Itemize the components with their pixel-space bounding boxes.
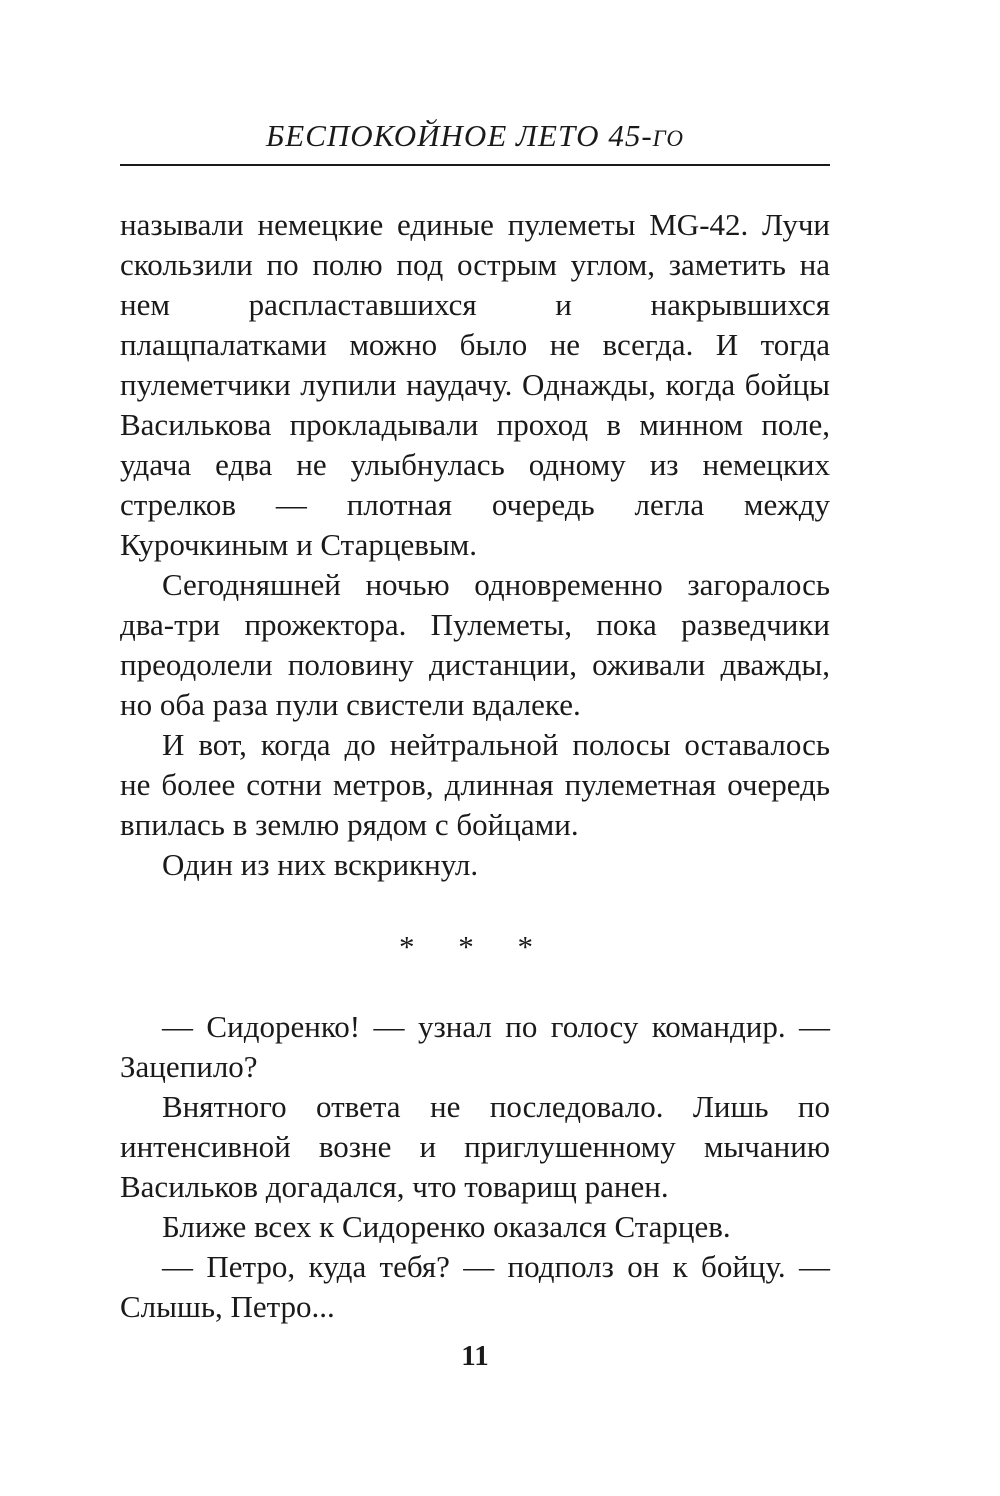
paragraph: Внятного ответа не последовало. Лишь по интенсивной возне и приглушенному мычанию Васильков догадался, что товарищ ранен. xyxy=(120,1089,830,1204)
running-head xyxy=(120,116,830,159)
running-head-title-suffix: ГО xyxy=(652,126,685,151)
paragraph: — Сидоренко! — узнал по голосу командир. — Зацепило? xyxy=(120,1009,830,1084)
paragraph-continued: называли немецкие единые пулеметы MG-42. Лучи скользили по полю под острым углом, заметить на нем распластавшихся и накрывшихся плащпалатками можно было не всегда. И тогда пулеметчики лупили наудачу. Однажды, когда бойцы Василькова прокладывали проход в минном поле, удача едва не улыбнулась одному из немецких стрелков — плотная очередь легла между Курочкиным и Старцевым. xyxy=(120,207,830,562)
header-rule xyxy=(120,164,830,166)
paragraph: И вот, когда до нейтральной полосы оставалось не более сотни метров, длинная пулеметная очередь впилась в землю рядом с бойцами. xyxy=(120,727,830,842)
body-text xyxy=(120,205,830,1327)
paragraph: Один из них вскрикнул. xyxy=(162,847,479,882)
running-head-title: БЕСПОКОЙНОЕ ЛЕТО 45- xyxy=(265,118,653,153)
paragraph: Сегодняшней ночью одновременно загоралось два-три прожектора. Пулеметы, пока разведчики преодолели половину дистанции, оживали дважды, но оба раза пули свистели вдалеке. xyxy=(120,567,830,722)
paragraph: — Петро, куда тебя? — подполз он к бойцу. — Слышь, Петро... xyxy=(120,1249,830,1324)
page-number: 11 xyxy=(461,1340,489,1372)
section-break-asterisks: * * * xyxy=(399,929,551,964)
paragraph: Ближе всех к Сидоренко оказался Старцев. xyxy=(162,1209,731,1244)
